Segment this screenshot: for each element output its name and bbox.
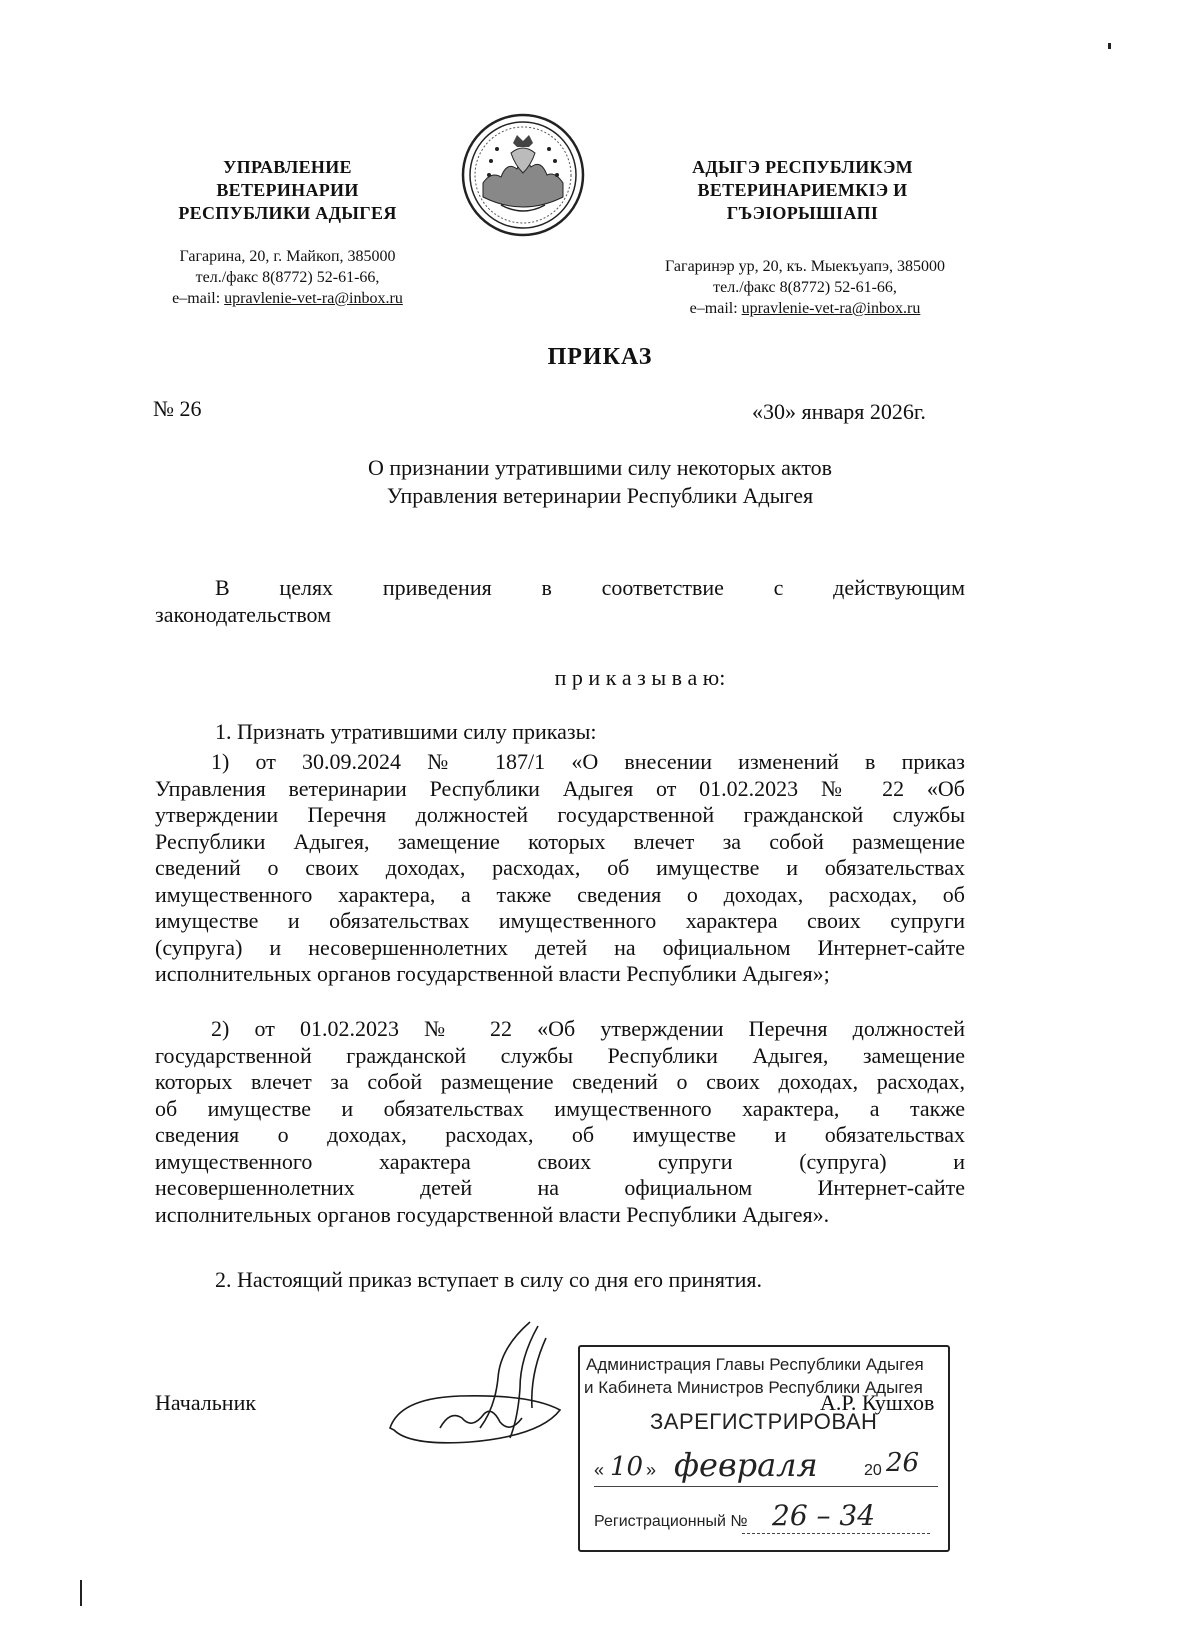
left-org-line-2: ВЕТЕРИНАРИИ <box>216 180 359 200</box>
stamp-month-handwritten: февраля <box>674 1446 818 1484</box>
item-1-2 <box>155 1016 965 1228</box>
subject-line-2: Управления ветеринарии Республики Адыгея <box>386 483 814 508</box>
coat-of-arms-emblem <box>461 113 585 237</box>
document-subject <box>0 454 1200 510</box>
item-1-2-line: имущественного характера своих супруги (супруга) и <box>155 1148 965 1174</box>
item-1-2-line: несовершеннолетних детей на официальном Интернет-сайте <box>155 1175 965 1200</box>
registration-stamp <box>578 1345 950 1552</box>
left-org-line-3: РЕСПУБЛИКИ АДЫГЕЯ <box>178 203 397 223</box>
stamp-year-handwritten: 26 <box>886 1448 920 1478</box>
stamp-status: ЗАРЕГИСТРИРОВАН <box>650 1409 878 1434</box>
item-1-2-line: исполнительных органов государственной власти Республики Адыгея». <box>155 1201 830 1227</box>
item-1-2-line: об имуществе и обязательствах имущественного характера, а также <box>155 1095 965 1121</box>
right-org-address <box>640 256 970 319</box>
item-1-2-line: 2) от 01.02.2023 № 22 «Об утверждении Перечня должностей <box>211 1016 965 1041</box>
stamp-reg-line <box>742 1499 930 1534</box>
item-1-1-line: утверждении Перечня должностей государственной гражданской службы <box>155 802 965 827</box>
left-org-name <box>160 156 415 225</box>
item-1-1-line: сведений о своих доходах, расходах, об имуществе и обязательствах <box>155 855 965 880</box>
item-1-1-line: 1) от 30.09.2024 № 187/1 «О внесении изменений в приказ <box>211 749 965 774</box>
stamp-day-handwritten: 10 <box>610 1452 644 1482</box>
signatory-name: А.Р. Кушхов <box>820 1390 935 1415</box>
scan-dot <box>1108 43 1111 49</box>
left-org-line-1: УПРАВЛЕНИЕ <box>223 157 352 177</box>
item-1-1-line: имущественного характера, а также сведения о доходах, расходах, об <box>155 881 965 907</box>
stamp-reg-number-handwritten: 26 – 34 <box>772 1499 876 1532</box>
item-1-1-line: Республики Адыгея, замещение которых влечет за собой размещение <box>155 828 965 854</box>
item-1-1-line: (супруга) и несовершеннолетних детей на официальном Интернет-сайте <box>155 934 965 960</box>
handwritten-signature <box>380 1318 580 1463</box>
item-1-2-line: которых влечет за собой размещение сведений о своих доходах, расходах, <box>155 1069 965 1094</box>
signatory-position: Начальник <box>155 1390 257 1415</box>
left-address-line-2: тел./факс 8(8772) 52-61-66, <box>195 269 380 286</box>
item-1-1-line: исполнительных органов государственной власти Республики Адыгея»; <box>155 961 830 986</box>
left-email-line: e–mail: upravlenie-vet-ra@inbox.ru <box>172 290 403 307</box>
scan-mark <box>80 1580 82 1606</box>
order-date: «30» января 2026г. <box>752 399 926 424</box>
right-email-link[interactable]: upravlenie-vet-ra@inbox.ru <box>741 300 921 317</box>
stamp-org-line-1: Администрация Главы Республики Адыгея <box>586 1355 924 1374</box>
preamble-line-1: В целях приведения в соответствие с действующим <box>215 575 965 600</box>
stamp-year-prefix: 20 <box>864 1462 882 1479</box>
right-org-name <box>660 156 945 225</box>
document-title: ПРИКАЗ <box>547 344 653 370</box>
left-org-address <box>150 246 425 309</box>
item-1-1-line: Управления ветеринарии Республики Адыгея от 01.02.2023 № 22 «Об <box>155 775 965 801</box>
left-address-line-1: Гагарина, 20, г. Майкоп, 385000 <box>179 248 396 265</box>
item-1-heading: 1. Признать утратившими силу приказы: <box>215 719 597 744</box>
order-number: № 26 <box>153 396 202 421</box>
item-1-2-line: сведения о доходах, расходах, об имуществе и обязательствах <box>155 1122 965 1147</box>
order-word: п р и к а з ы в а ю: <box>554 665 726 690</box>
right-email-line: e–mail: upravlenie-vet-ra@inbox.ru <box>689 300 921 317</box>
stamp-day-close-quote: » <box>646 1460 657 1480</box>
stamp-reg-label: Регистрационный № <box>594 1513 748 1530</box>
right-org-line-1: АДЫГЭ РЕСПУБЛИКЭМ <box>692 157 913 177</box>
left-email-link[interactable]: upravlenie-vet-ra@inbox.ru <box>224 290 403 307</box>
right-address-line-1: Гагаринэр ур, 20, къ. Мыекъуапэ, 385000 <box>665 258 945 275</box>
subject-line-1: О признании утратившими силу некоторых актов <box>367 455 833 480</box>
stamp-date-line <box>594 1446 938 1487</box>
right-org-line-3: ГЪЭIОРЫШIAПI <box>726 203 879 223</box>
item-1-2-line: государственной гражданской службы Республики Адыгея, замещение <box>155 1042 965 1068</box>
item-1-1-line: имуществе и обязательствах имущественного характера своих супруги <box>155 908 965 933</box>
right-address-line-2: тел./факс 8(8772) 52-61-66, <box>713 279 897 296</box>
stamp-org-line-2: и Кабинета Министров Республики Адыгея <box>584 1378 923 1397</box>
stamp-day-open-quote: « <box>594 1460 605 1480</box>
preamble-line-2: законодательством <box>155 601 332 627</box>
item-2: 2. Настоящий приказ вступает в силу со дня его принятия. <box>215 1267 762 1292</box>
preamble <box>155 575 965 628</box>
right-org-line-2: ВЕТЕРИНАРИЕМКIЭ И <box>697 180 908 200</box>
item-1-1 <box>155 749 965 988</box>
